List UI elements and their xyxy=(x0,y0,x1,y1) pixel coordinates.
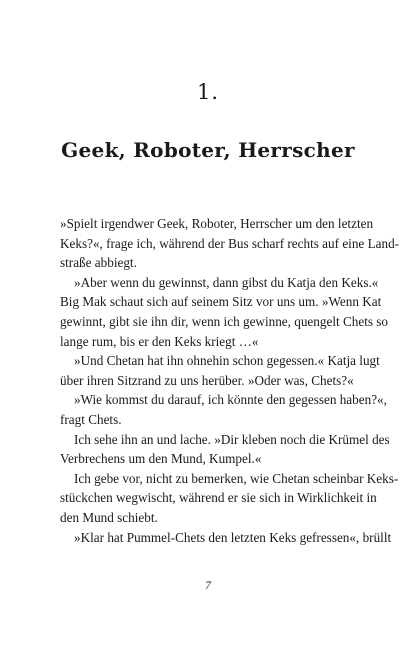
text-line: Ich gebe vor, nicht zu bemerken, wie Chetan scheinbar Keks- xyxy=(74,470,399,486)
text-line: gewinnt, gibt sie ihn dir, wenn ich gewinne, quengelt Chets so xyxy=(60,313,389,329)
chapter-number: 1. xyxy=(196,80,220,104)
text-line: über ihren Sitzrand zu uns herüber. »Oder was, Chets?« xyxy=(60,372,354,388)
text-line: Big Mak schaut sich auf seinem Sitz vor uns um. »Wenn Kat xyxy=(60,294,382,310)
page-number: 7 xyxy=(205,578,211,592)
text-line: straße abbiegt. xyxy=(60,255,137,271)
chapter-title: Geek, Roboter, Herrscher xyxy=(61,138,355,162)
text-line: »Aber wenn du gewinnst, dann gibst du Katja den Keks.« xyxy=(74,274,379,290)
text-line: »Und Chetan hat ihn ohnehin schon gegessen.« Katja lugt xyxy=(74,353,380,369)
text-line: den Mund schiebt. xyxy=(60,509,158,525)
text-line: »Spielt irgendwer Geek, Roboter, Herrscher um den letzten xyxy=(60,216,374,231)
text-line: lange rum, bis er den Keks kriegt …« xyxy=(60,333,259,349)
text-line: Ich sehe ihn an und lache. »Dir kleben noch die Krümel des xyxy=(74,431,390,447)
text-line: Verbrechens um den Mund, Kumpel.« xyxy=(60,451,262,467)
text-line: »Wie kommst du darauf, ich könnte den gegessen haben?«, xyxy=(74,392,387,408)
text-line: Keks?«, frage ich, während der Bus scharf rechts auf eine Land- xyxy=(60,235,400,251)
text-line: fragt Chets. xyxy=(60,411,122,427)
text-line: »Klar hat Pummel-Chets den letzten Keks gefressen«, brüllt xyxy=(74,529,392,545)
chapter-body-text xyxy=(60,214,400,547)
text-line: stückchen wegwischt, während er sie sich in Wirklichkeit in xyxy=(60,490,377,506)
